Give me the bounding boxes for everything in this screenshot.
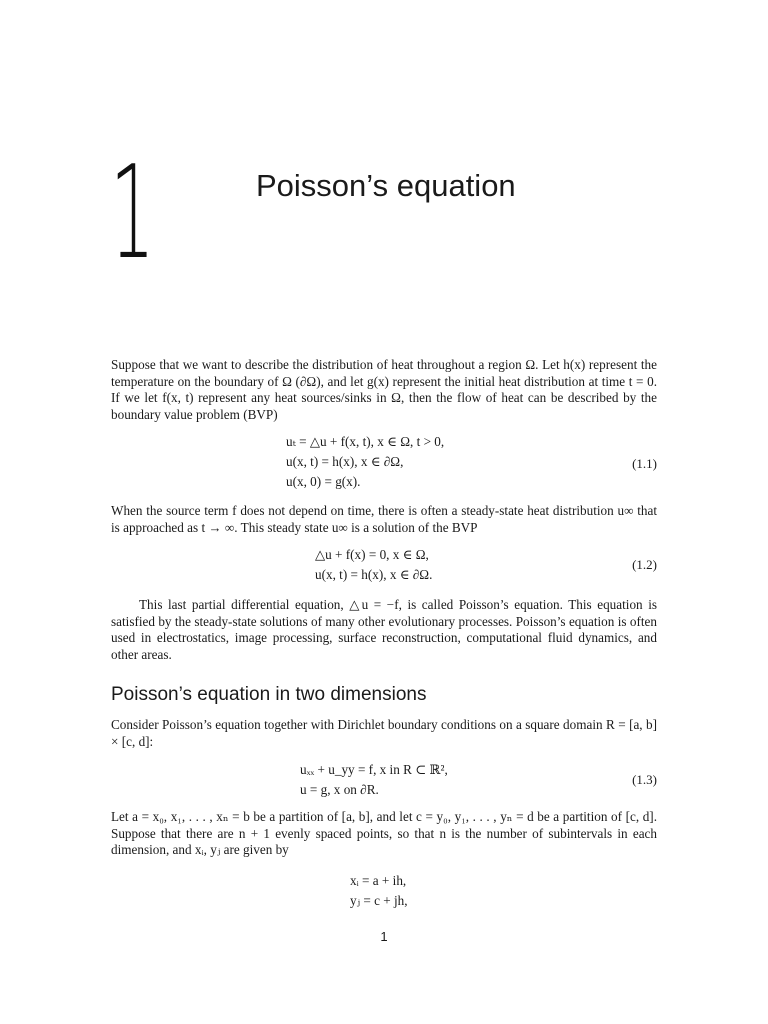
dirichlet-paragraph: Consider Poisson’s equation together with Dirichlet boundary conditions on a square domain R = [a, b] × [c, d]: xyxy=(111,717,657,749)
intro-paragraph: Suppose that we want to describe the distribution of heat throughout a region Ω. Let h(x) represent the temperature on the boundary of Ω (∂Ω), and let g(x) represent the initial heat distribution at time t = 0. If we let f(x, t) represent any heat sources/sinks in Ω, then the flow of heat can be described by the boundary value problem (BVP) xyxy=(111,357,657,423)
page-number: 1 xyxy=(380,929,388,944)
equation-line: uₓₓ + u_yy = f, x in R ⊂ ℝ², xyxy=(300,762,448,777)
equation-number: (1.2) xyxy=(632,557,657,572)
equation-line: u = g, x on ∂R. xyxy=(300,782,379,797)
equation-line: uₜ = △u + f(x, t), x ∈ Ω, t > 0, xyxy=(286,434,445,449)
equation-number: (1.3) xyxy=(632,772,657,787)
equation-number: (1.1) xyxy=(632,456,657,471)
chapter-number: 1 xyxy=(110,139,153,288)
chapter-title: Poisson’s equation xyxy=(256,168,516,203)
equation-1-3 xyxy=(111,760,657,800)
equation-grid xyxy=(111,871,657,911)
equation-line: u(x, 0) = g(x). xyxy=(286,474,361,489)
section-heading: Poisson’s equation in two dimensions xyxy=(111,684,427,705)
steady-state-paragraph: When the source term f does not depend on time, there is often a steady-state heat distribution u∞ that is approached as t → ∞. This steady state u∞ is a solution of the BVP xyxy=(111,503,657,535)
equation-1-1 xyxy=(111,432,657,492)
equation-line: △u + f(x) = 0, x ∈ Ω, xyxy=(315,547,429,562)
equation-line: yⱼ = c + jh, xyxy=(350,893,408,908)
equation-line: u(x, t) = h(x), x ∈ ∂Ω, xyxy=(286,454,404,469)
poisson-paragraph: This last partial differential equation, △u = −f, is called Poisson’s equation. This equation is satisfied by the steady-state solutions of many other evolutionary processes. Poisson’s equation is often used in electrostatics, image processing, surface reconstruction, computational fluid dynamics, and other areas. xyxy=(111,597,657,663)
partition-paragraph: Let a = x₀, x₁, . . . , xₙ = b be a partition of [a, b], and let c = y₀, y₁, . . . , yₙ = d be a partition of [c, d]. Suppose that there are n + 1 evenly spaced points, so that n is the number of subintervals in each dimension, and xᵢ, yⱼ are given by xyxy=(111,809,657,858)
equation-line: xᵢ = a + ih, xyxy=(350,873,407,888)
equation-line: u(x, t) = h(x), x ∈ ∂Ω. xyxy=(315,567,433,582)
equation-1-2 xyxy=(111,545,657,585)
